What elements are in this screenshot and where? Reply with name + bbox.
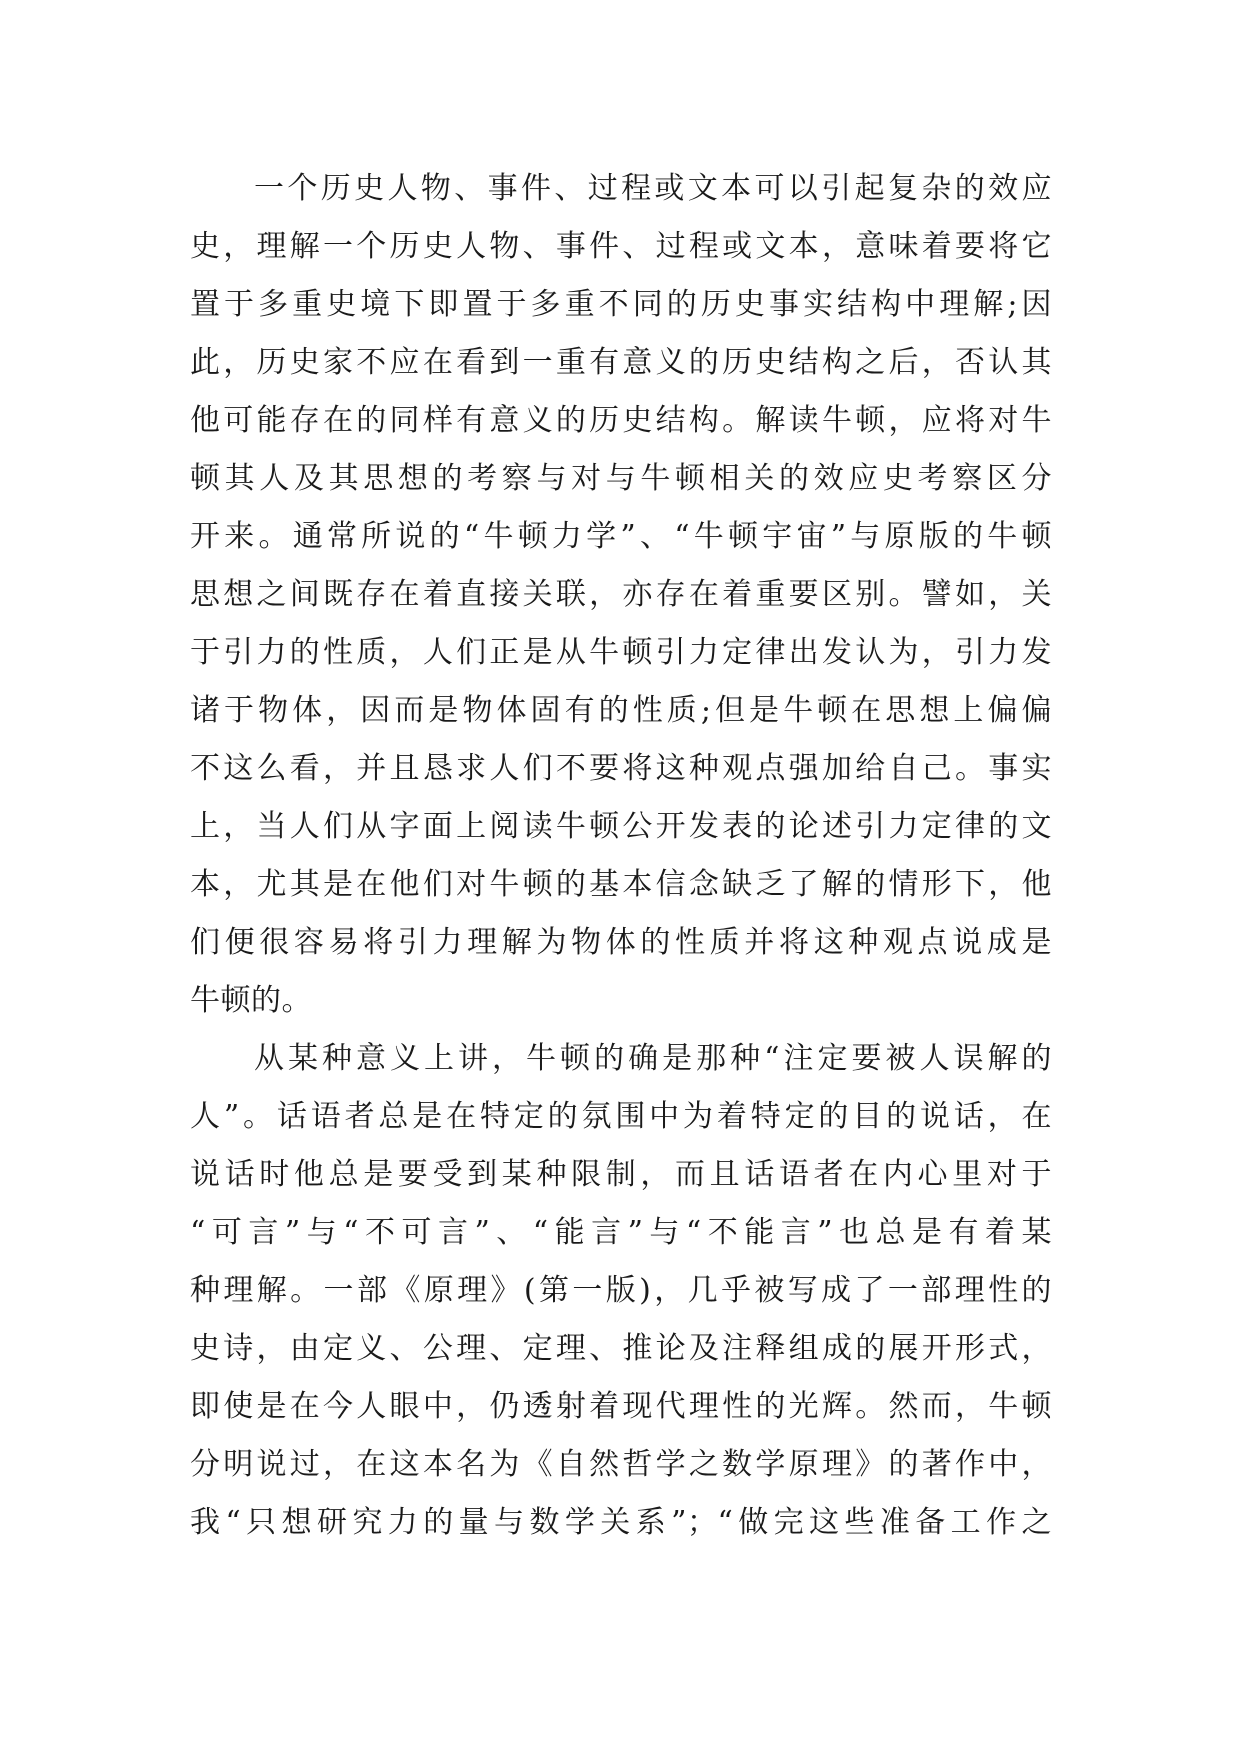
text-line: 开来。通常所说的“牛顿力学”、“牛顿宇宙”与原版的牛顿: [190, 519, 1052, 554]
text-line: 我“只想研究力的量与数学关系”；“做完这些准备工作之: [190, 1505, 1052, 1540]
text-line: 置于多重史境下即置于多重不同的历史事实结构中理解;因: [190, 287, 1052, 322]
text-line: 本，尤其是在他们对牛顿的基本信念缺乏了解的情形下，他: [190, 867, 1052, 902]
text-line: 种理解。一部《原理》(第一版)，几乎被写成了一部理性的: [190, 1273, 1052, 1308]
text-line: 从某种意义上讲，牛顿的确是那种“注定要被人误解的: [254, 1041, 1052, 1076]
text-line: 他可能存在的同样有意义的历史结构。解读牛顿，应将对牛: [190, 403, 1052, 438]
text-line: 上，当人们从字面上阅读牛顿公开发表的论述引力定律的文: [190, 809, 1052, 844]
paragraph-2: [190, 1030, 1052, 1552]
text-line: 诸于物体，因而是物体固有的性质;但是牛顿在思想上偏偏: [190, 693, 1052, 728]
text-line: 说话时他总是要受到某种限制，而且话语者在内心里对于: [190, 1157, 1052, 1192]
text-line: 思想之间既存在着直接关联，亦存在着重要区别。譬如，关: [190, 577, 1052, 612]
text-line: 们便很容易将引力理解为物体的性质并将这种观点说成是: [190, 925, 1052, 960]
text-line: “可言”与“不可言”、“能言”与“不能言”也总是有着某: [190, 1215, 1052, 1250]
text-line: 人”。话语者总是在特定的氛围中为着特定的目的说话，在: [190, 1099, 1052, 1134]
text-line: 即使是在今人眼中，仍透射着现代理性的光辉。然而，牛顿: [190, 1389, 1052, 1424]
paragraph-1: [190, 160, 1052, 1030]
text-line: 史诗，由定义、公理、定理、推论及注释组成的展开形式，: [190, 1331, 1052, 1366]
text-line: 史，理解一个历史人物、事件、过程或文本，意味着要将它: [190, 229, 1052, 264]
text-line: 顿其人及其思想的考察与对与牛顿相关的效应史考察区分: [190, 461, 1052, 496]
text-line: 分明说过，在这本名为《自然哲学之数学原理》的著作中，: [190, 1447, 1052, 1482]
text-line: 此，历史家不应在看到一重有意义的历史结构之后，否认其: [190, 345, 1052, 380]
text-line: 不这么看，并且恳求人们不要将这种观点强加给自己。事实: [190, 751, 1052, 786]
text-line: 牛顿的。: [190, 983, 312, 1018]
text-line: 于引力的性质，人们正是从牛顿引力定律出发认为，引力发: [190, 635, 1052, 670]
text-line: 一个历史人物、事件、过程或文本可以引起复杂的效应: [254, 171, 1052, 206]
body-text: [190, 160, 1052, 1552]
